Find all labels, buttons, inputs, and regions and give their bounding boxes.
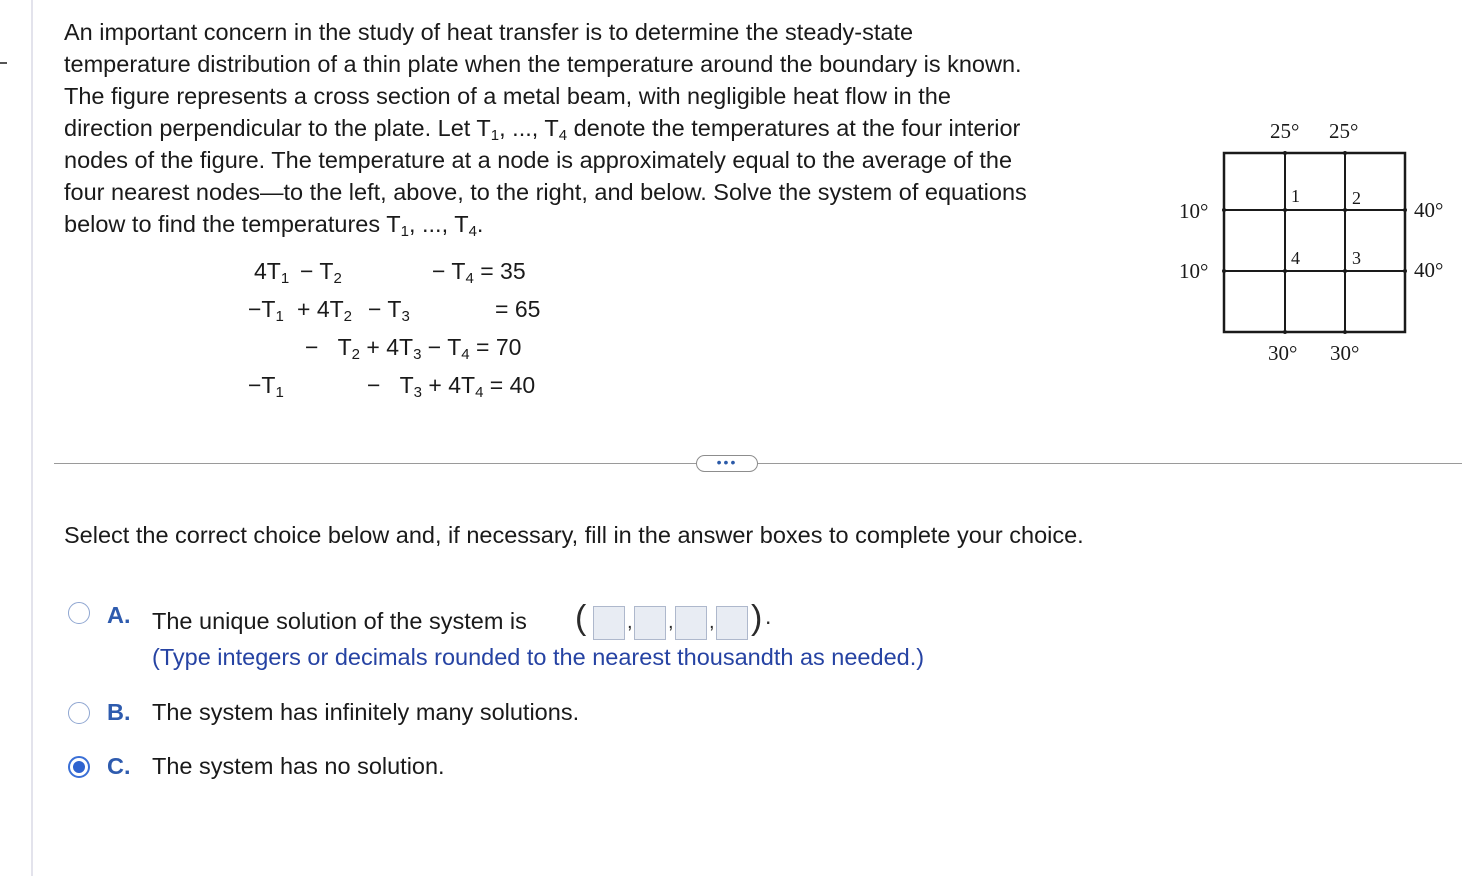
answer-box-t3[interactable] <box>675 606 707 640</box>
plate-outline <box>1224 153 1405 332</box>
boundary-node <box>1222 269 1226 273</box>
term: 4T <box>254 258 281 284</box>
eq2-term-t2 <box>297 296 352 323</box>
problem-statement <box>64 16 1144 240</box>
term: − T <box>368 296 402 322</box>
text-span: below to find the temperatures T <box>64 211 401 237</box>
eq4-term-t3 <box>367 372 535 399</box>
temp-label-right-top: 40° <box>1414 198 1444 222</box>
subscript: 1 <box>275 308 284 325</box>
comma: , <box>668 611 674 633</box>
subscript: 1 <box>490 127 500 144</box>
choice-a-letter: A. <box>107 602 131 628</box>
problem-line: four nearest nodes—to the left, above, to the right, and below. Solve the system of equations <box>64 179 1027 205</box>
subscript: 4 <box>465 270 474 287</box>
subscript: 3 <box>413 384 423 401</box>
comma: , <box>627 611 633 633</box>
subscript: 2 <box>343 308 353 325</box>
term: T <box>399 372 414 398</box>
subscript: 1 <box>280 270 290 287</box>
subscript: 2 <box>351 346 361 363</box>
period: . <box>765 603 772 629</box>
subscript: 4 <box>475 384 484 401</box>
answer-box-t4[interactable] <box>716 606 748 640</box>
choice-b-text: The system has infinitely many solutions. <box>152 699 580 725</box>
boundary-node <box>1343 151 1347 155</box>
temp-label-left-bottom: 10° <box>1179 259 1209 283</box>
term: −T <box>248 296 276 322</box>
eq4-term-t1 <box>248 372 284 399</box>
open-paren: ( <box>575 599 587 637</box>
choice-c-letter: C. <box>107 753 131 779</box>
radio-choice-b[interactable] <box>68 702 90 724</box>
interior-node <box>1343 269 1347 273</box>
subscript: 4 <box>461 346 470 363</box>
subscript: 2 <box>333 270 342 287</box>
eq3-rhs: = 70 <box>469 334 522 360</box>
eq1-term-t2 <box>300 258 342 285</box>
problem-line: nodes of the figure. The temperature at a node is approximately equal to the average of the <box>64 147 1013 173</box>
comma: , <box>709 611 715 633</box>
term: − <box>367 372 381 398</box>
text-span: . <box>476 211 484 237</box>
subscript: 3 <box>413 346 422 363</box>
choice-a-text: The unique solution of the system is <box>152 608 527 634</box>
subscript: 1 <box>275 384 284 401</box>
term: − T <box>432 258 466 284</box>
term: − <box>305 334 319 360</box>
instruction-text: Select the correct choice below and, if necessary, fill in the answer boxes to complete your choice. <box>64 522 1084 548</box>
node-label-3: 3 <box>1352 248 1361 268</box>
boundary-node <box>1283 330 1287 334</box>
term: + 4T <box>360 334 414 360</box>
interior-node <box>1283 269 1287 273</box>
collapse-handle[interactable] <box>0 62 7 64</box>
temp-label-right-bottom: 40° <box>1414 258 1444 282</box>
problem-line: The figure represents a cross section of a metal beam, with negligible heat flow in the <box>64 83 951 109</box>
choice-c-text: The system has no solution. <box>152 753 445 779</box>
eq1-rhs: = 35 <box>473 258 526 284</box>
text-span: direction perpendicular to the plate. Let T <box>64 115 491 141</box>
answer-box-t1[interactable] <box>593 606 625 640</box>
boundary-node <box>1222 208 1226 212</box>
term: + 4T <box>422 372 476 398</box>
text-span: , ..., T <box>499 115 559 141</box>
problem-line <box>64 112 1144 144</box>
text-span: denote the temperatures at the four interior <box>567 115 1021 141</box>
node-label-4: 4 <box>1291 248 1300 268</box>
subscript: 4 <box>558 127 568 144</box>
term: − T <box>421 334 462 360</box>
node-label-1: 1 <box>1291 186 1300 206</box>
boundary-node <box>1343 330 1347 334</box>
eq3-term-t2 <box>305 334 521 361</box>
temp-label-bottom-left: 30° <box>1268 341 1298 365</box>
subscript: 3 <box>401 308 410 325</box>
interior-node <box>1283 208 1287 212</box>
eq1-term-t4 <box>432 258 526 285</box>
temp-label-bottom-right: 30° <box>1330 341 1360 365</box>
problem-line: An important concern in the study of heat transfer is to determine the steady-state <box>64 19 914 45</box>
eq2-term-t3 <box>368 296 410 323</box>
close-paren: ) <box>751 599 763 637</box>
temp-label-left-top: 10° <box>1179 199 1209 223</box>
problem-line <box>64 208 1144 240</box>
left-border <box>31 0 33 876</box>
radio-choice-a[interactable] <box>68 602 90 624</box>
more-options-button[interactable]: ••• <box>696 455 758 472</box>
radio-choice-c[interactable] <box>68 756 90 778</box>
eq4-rhs: = 40 <box>483 372 536 398</box>
choice-a-hint: (Type integers or decimals rounded to the nearest thousandth as needed.) <box>152 644 925 670</box>
subscript: 1 <box>400 223 409 240</box>
temp-label-top-right: 25° <box>1329 119 1359 143</box>
temp-label-top-left: 25° <box>1270 119 1300 143</box>
eq2-term-t1 <box>248 296 284 323</box>
term: − T <box>300 258 334 284</box>
choice-b-letter: B. <box>107 699 131 725</box>
term: T <box>337 334 352 360</box>
node-label-2: 2 <box>1352 188 1361 208</box>
interior-node <box>1343 208 1347 212</box>
boundary-node <box>1283 151 1287 155</box>
eq1-term-t1 <box>254 258 289 285</box>
text-span: , ..., T <box>408 211 469 237</box>
problem-line: temperature distribution of a thin plate when the temperature around the boundary is known. <box>64 51 1022 77</box>
boundary-node <box>1403 269 1407 273</box>
term: −T <box>248 372 276 398</box>
section-divider <box>54 463 1462 464</box>
subscript: 4 <box>468 223 477 240</box>
term: + 4T <box>297 296 344 322</box>
eq2-rhs: = 65 <box>495 296 541 322</box>
answer-box-t2[interactable] <box>634 606 666 640</box>
boundary-node <box>1403 208 1407 212</box>
